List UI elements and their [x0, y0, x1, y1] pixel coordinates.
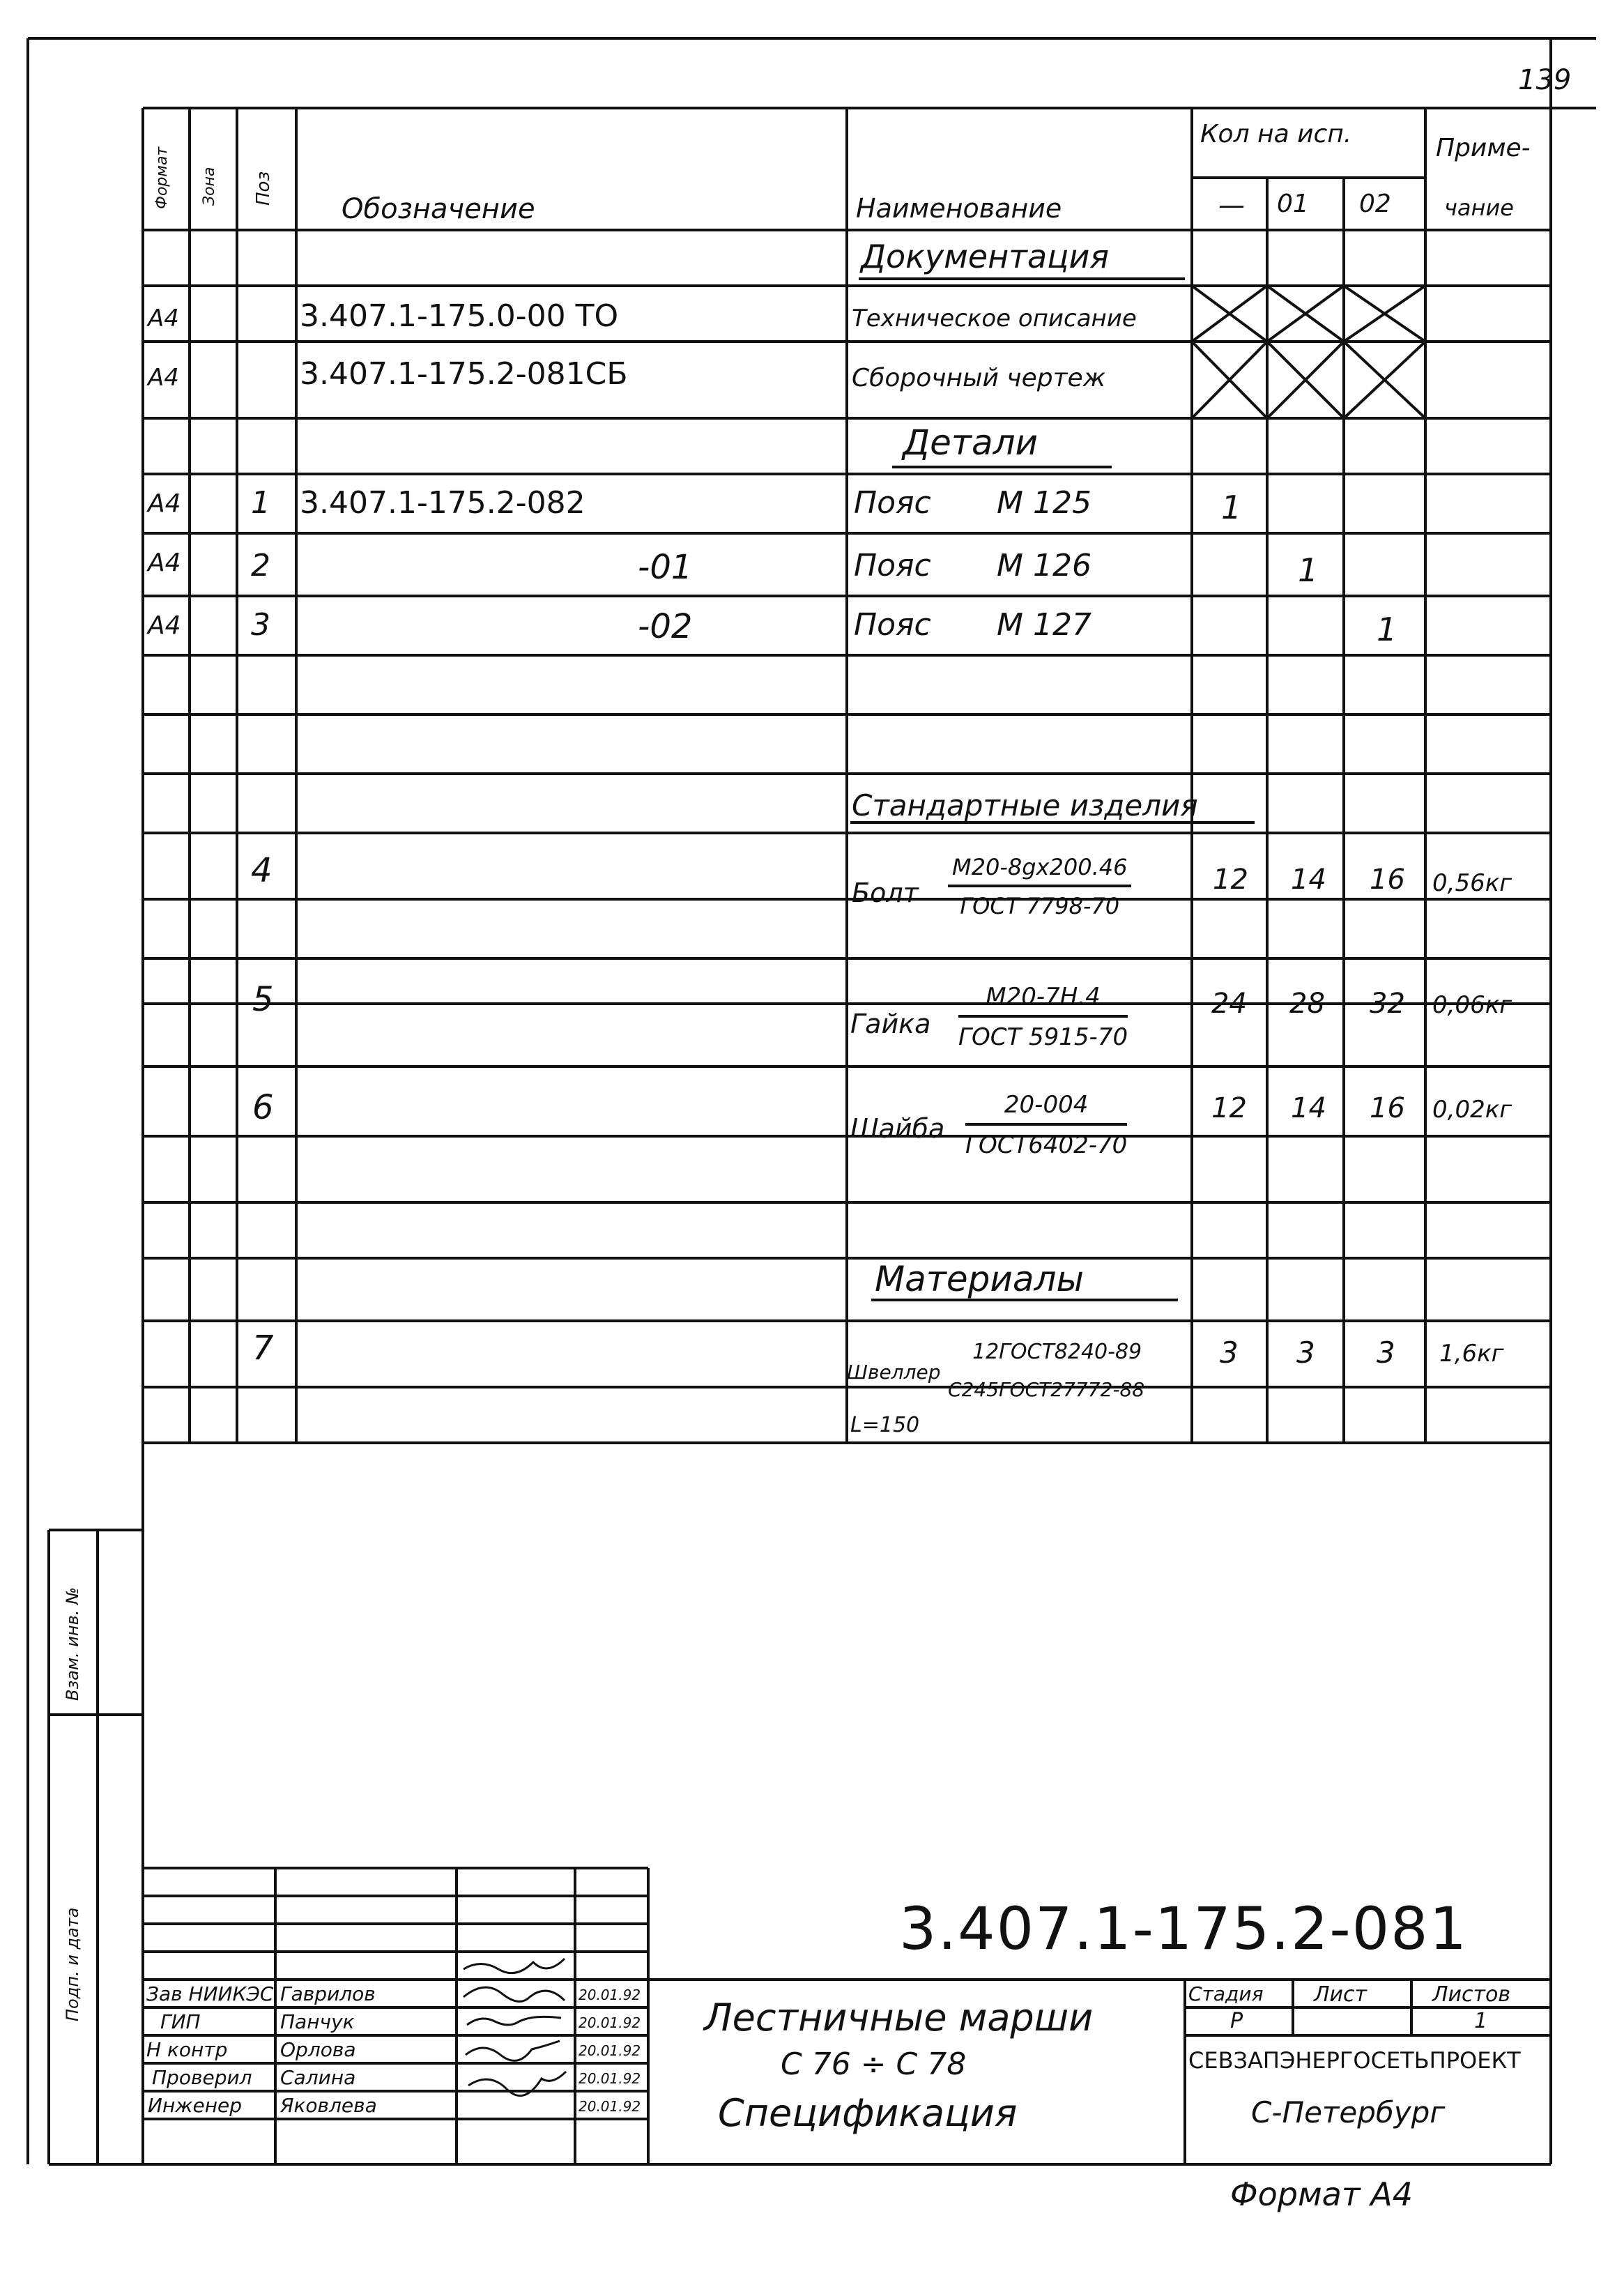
row-spec-den: С245ГОСТ27772-88 [948, 1378, 1145, 1401]
row-name-b: М 126 [997, 548, 1091, 583]
row-name-b: М 125 [997, 485, 1091, 521]
row-qty-2: 1 [1377, 611, 1397, 648]
stage-value: Р [1230, 2009, 1243, 2033]
row-qty-0: 12 [1211, 1092, 1247, 1124]
row-format: А4 [148, 489, 181, 518]
row-qty-1: 3 [1296, 1336, 1315, 1370]
sheet-label: Лист [1314, 1982, 1368, 2007]
row-designation: 3.407.1-175.2-082 [300, 485, 585, 521]
row-name-a: Пояс [854, 548, 931, 583]
header-qty-col-2: 02 [1359, 190, 1391, 218]
row-note: 1,6кг [1439, 1340, 1504, 1368]
row-spec-num: М20-8gх200.46 [948, 854, 1131, 887]
row-qty-2: 16 [1370, 1092, 1405, 1124]
signer-name: Орлова [280, 2038, 356, 2061]
row-spec-fraction [958, 983, 1128, 1051]
signer-date: 20.01.92 [579, 2014, 641, 2031]
side-sign-label: Подп. и дата [63, 1907, 82, 2021]
title-line-1: Лестничные марши [704, 1996, 1094, 2040]
title-line-2: С 76 ÷ С 78 [781, 2046, 967, 2082]
row-note: 0,56кг [1432, 869, 1512, 897]
organization: СЕВЗАПЭНЕРГОСЕТЬПРОЕКТ [1188, 2047, 1521, 2074]
row-qty-2: 32 [1370, 988, 1405, 1020]
row-name-a: Гайка [850, 1009, 931, 1039]
row-spec-num: М20-7Н.4 [958, 983, 1128, 1018]
row-qty-2: 16 [1370, 864, 1405, 896]
row-pos: 5 [252, 980, 274, 1019]
title-line-3: Спецификация [718, 2091, 1018, 2135]
signer-date: 20.01.92 [579, 2070, 641, 2087]
row-qty-1: 28 [1289, 988, 1325, 1020]
row-format: А4 [148, 549, 181, 577]
row-designation: 3.407.1-175.0-00 ТО [300, 298, 619, 334]
signer-role: Зав НИИКЭС [146, 1982, 274, 2005]
row-format: А4 [148, 611, 181, 640]
header-note-l1: Приме- [1436, 134, 1531, 162]
row-spec-den: ГОСТ 5915-70 [958, 1023, 1128, 1051]
row-format: А4 [148, 305, 179, 332]
row-name: Техническое описание [852, 305, 1137, 332]
row-pos: 4 [251, 851, 273, 890]
signer-role: Инженер [148, 2094, 243, 2117]
row-qty-0: 12 [1213, 864, 1248, 896]
row-note: 0,06кг [1432, 991, 1512, 1019]
header-pos: Поз [253, 171, 274, 206]
header-note-l2: чание [1444, 194, 1514, 221]
row-spec-num: 12ГОСТ8240-89 [972, 1340, 1142, 1364]
header-zone: Зона [201, 167, 218, 206]
row-qty-1: 14 [1291, 864, 1326, 896]
row-designation: -02 [638, 607, 693, 646]
signer-date: 20.01.92 [579, 2098, 641, 2115]
row-spec-num: 20-004 [965, 1091, 1127, 1126]
signer-role: Проверил [152, 2066, 252, 2089]
row-qty-2: 3 [1377, 1336, 1395, 1370]
format-label: Формат А4 [1230, 2175, 1413, 2213]
row-spec-den: ГОСТ6402-70 [965, 1131, 1128, 1159]
row-qty-0: 3 [1220, 1336, 1239, 1370]
row-pos: 6 [252, 1088, 274, 1127]
sheets-label: Листов [1432, 1982, 1511, 2007]
doc-number: 3.407.1-175.2-081 [899, 1895, 1469, 1963]
row-note: 0,02кг [1432, 1096, 1512, 1124]
signer-date: 20.01.92 [579, 2042, 641, 2059]
row-qty-0: 1 [1221, 489, 1242, 526]
signer-name: Яковлева [280, 2094, 377, 2117]
row-format: А4 [148, 364, 179, 392]
header-qty-title: Кол на исп. [1200, 120, 1352, 148]
row-pos: 2 [251, 548, 270, 583]
header-format: Формат [153, 146, 171, 209]
row-designation: -01 [638, 548, 693, 587]
row-name-a: Болт [852, 878, 919, 908]
signer-role: Н контр [146, 2038, 228, 2061]
row-spec-den: ГОСТ 7798-70 [960, 893, 1120, 919]
row-spec-fraction [965, 1091, 1127, 1159]
row-name-a: Швеллер [847, 1361, 941, 1384]
signer-date: 20.01.92 [579, 1987, 641, 2003]
page-number: 139 [1518, 64, 1572, 96]
section-documentation: Документация [861, 238, 1110, 275]
section-details: Детали [903, 422, 1039, 463]
row-name: Сборочный чертеж [852, 364, 1106, 392]
stage-label: Стадия [1188, 1982, 1264, 2005]
signer-name: Гаврилов [280, 1982, 376, 2005]
city: С-Петербург [1251, 2095, 1446, 2129]
header-qty-col-0: — [1218, 190, 1245, 220]
section-standard-items: Стандартные изделия [852, 788, 1198, 823]
row-spec-fraction [948, 854, 1131, 919]
row-qty-0: 24 [1211, 988, 1247, 1020]
row-name-b: М 127 [997, 607, 1091, 643]
row-name-a: Пояс [854, 607, 931, 643]
row-pos: 7 [252, 1329, 274, 1368]
section-materials: Материалы [875, 1259, 1084, 1299]
row-extra: L=150 [850, 1413, 920, 1437]
header-designation: Обозначение [342, 193, 535, 225]
row-pos: 3 [251, 607, 270, 643]
row-pos: 1 [251, 485, 270, 521]
side-inv-label: Взам. инв. № [63, 1587, 82, 1701]
header-name: Наименование [856, 193, 1062, 224]
signer-name: Панчук [280, 2010, 355, 2033]
signer-role: ГИП [160, 2010, 201, 2033]
row-designation: 3.407.1-175.2-081СБ [300, 356, 628, 392]
sheets-value: 1 [1474, 2009, 1488, 2033]
row-name-a: Шайба [850, 1113, 945, 1144]
signer-name: Салина [280, 2066, 356, 2089]
header-qty-col-1: 01 [1277, 190, 1309, 218]
row-qty-1: 1 [1298, 551, 1319, 589]
row-name-a: Пояс [854, 485, 931, 521]
row-qty-1: 14 [1291, 1092, 1326, 1124]
